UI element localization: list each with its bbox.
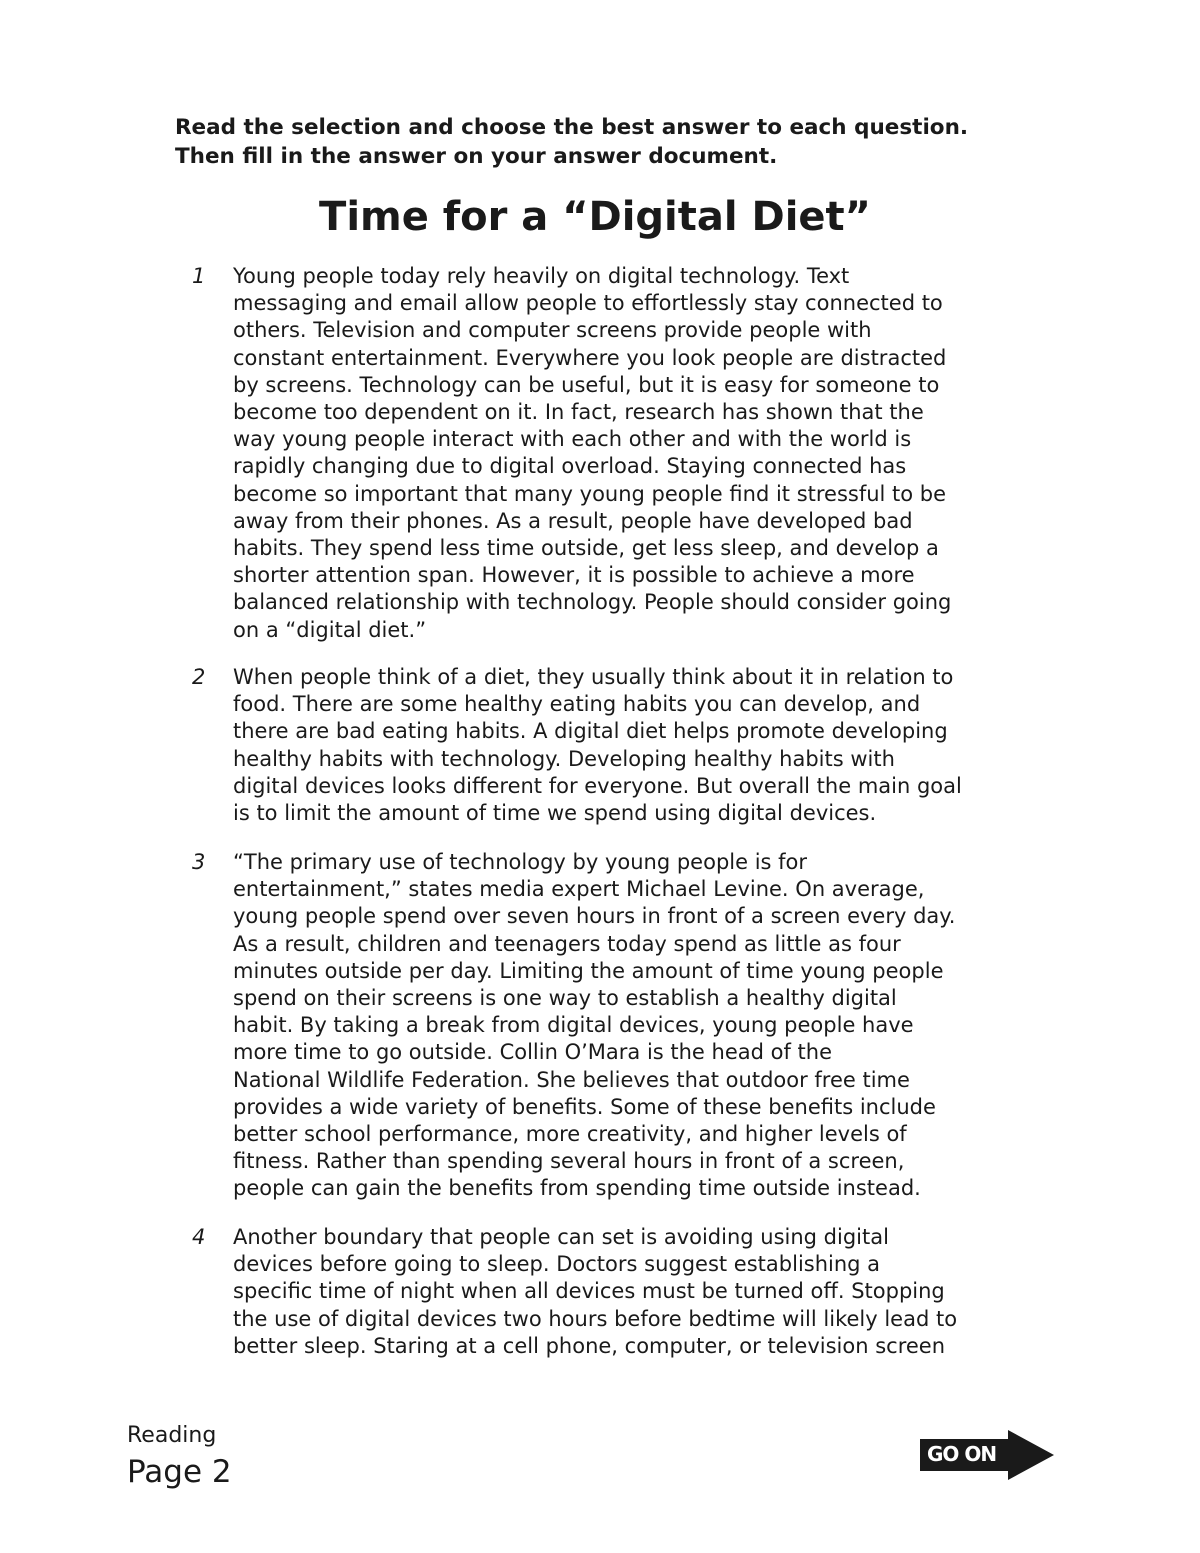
paragraph-line: Young people today rely heavily on digital technology. Text — [233, 264, 850, 288]
paragraph-line: shorter attention span. However, it is possible to achieve a more — [233, 563, 915, 588]
paragraph-line: specific time of night when all devices must be turned off. Stopping — [233, 1279, 945, 1304]
paragraph-line: by screens. Technology can be useful, but it is easy for someone to — [233, 372, 940, 397]
paragraph-line: entertainment,” states media expert Michael Levine. On average, — [233, 877, 925, 902]
instructions-line-1: Read the selection and choose the best answer to each question. — [175, 115, 969, 140]
paragraph-number: 2 — [192, 665, 206, 689]
paragraph-line: the use of digital devices two hours before bedtime will likely lead to — [233, 1306, 958, 1331]
paragraph-line: spend on their screens is one way to establish a healthy digital — [233, 986, 897, 1011]
go-on-button[interactable] — [920, 1430, 1056, 1480]
page-number: Page 2 — [127, 1454, 232, 1490]
paragraph-number: 3 — [192, 850, 206, 874]
paragraph-line: food. There are some healthy eating habits you can develop, and — [233, 692, 921, 717]
paragraph-line: more time to go outside. Collin O’Mara is the head of the — [233, 1040, 833, 1065]
paragraph-line: people can gain the benefits from spending time outside instead. — [233, 1176, 921, 1201]
paragraph-number: 4 — [192, 1225, 206, 1249]
paragraph-line: fitness. Rather than spending several hours in front of a screen, — [233, 1149, 905, 1174]
go-on-label: GO ON — [927, 1442, 997, 1466]
paragraph-line: When people think of a diet, they usually think about it in relation to — [233, 665, 954, 689]
paragraph-number: 1 — [192, 264, 206, 288]
paragraph-line: Another boundary that people can set is avoiding using digital — [233, 1225, 889, 1249]
paragraph-line: is to limit the amount of time we spend using digital devices. — [233, 801, 877, 826]
paragraph-line: rapidly changing due to digital overload. Staying connected has — [233, 454, 907, 479]
paragraph-text — [233, 263, 1073, 644]
paragraph-line: provides a wide variety of benefits. Some of these benefits include — [233, 1094, 936, 1119]
paragraph-line: balanced relationship with technology. People should consider going — [233, 590, 952, 615]
paragraph-line: become so important that many young people find it stressful to be — [233, 481, 947, 506]
paragraph-text — [233, 849, 1073, 1203]
paragraph-line: habits. They spend less time outside, get less sleep, and develop a — [233, 536, 939, 561]
paragraph-line: As a result, children and teenagers today spend as little as four — [233, 931, 901, 956]
selection-title: Time for a “Digital Diet” — [319, 194, 871, 240]
paragraph-text — [233, 664, 1073, 827]
paragraph-line: young people spend over seven hours in front of a screen every day. — [233, 904, 956, 929]
instructions — [175, 113, 1075, 171]
paragraph-line: healthy habits with technology. Developing healthy habits with — [233, 746, 895, 771]
paragraph-line: constant entertainment. Everywhere you look people are distracted — [233, 345, 947, 370]
paragraph-line: minutes outside per day. Limiting the amount of time young people — [233, 958, 944, 983]
paragraph-line: others. Television and computer screens provide people with — [233, 318, 872, 343]
footer-subject: Reading — [127, 1423, 217, 1448]
paragraph-line: on a “digital diet.” — [233, 617, 427, 642]
paragraph-line: devices before going to sleep. Doctors suggest establishing a — [233, 1252, 881, 1277]
paragraph-line: National Wildlife Federation. She believes that outdoor free time — [233, 1067, 910, 1092]
paragraph-line: messaging and email allow people to effortlessly stay connected to — [233, 291, 943, 316]
paragraph-line: better school performance, more creativity, and higher levels of — [233, 1122, 907, 1147]
paragraph-line: become too dependent on it. In fact, research has shown that the — [233, 400, 924, 425]
paragraph-line: away from their phones. As a result, people have developed bad — [233, 508, 913, 533]
paragraph-line: digital devices looks different for everyone. But overall the main goal — [233, 773, 962, 798]
paragraph-line: better sleep. Staring at a cell phone, computer, or television screen — [233, 1333, 946, 1358]
instructions-line-2: Then fill in the answer on your answer document. — [175, 144, 778, 169]
paragraph-line: way young people interact with each other and with the world is — [233, 427, 912, 452]
paragraph-line: there are bad eating habits. A digital diet helps promote developing — [233, 719, 948, 744]
paragraph-text — [233, 1224, 1073, 1360]
paragraph-line: habit. By taking a break from digital devices, young people have — [233, 1013, 914, 1038]
paragraph-line: “The primary use of technology by young people is for — [233, 850, 808, 874]
